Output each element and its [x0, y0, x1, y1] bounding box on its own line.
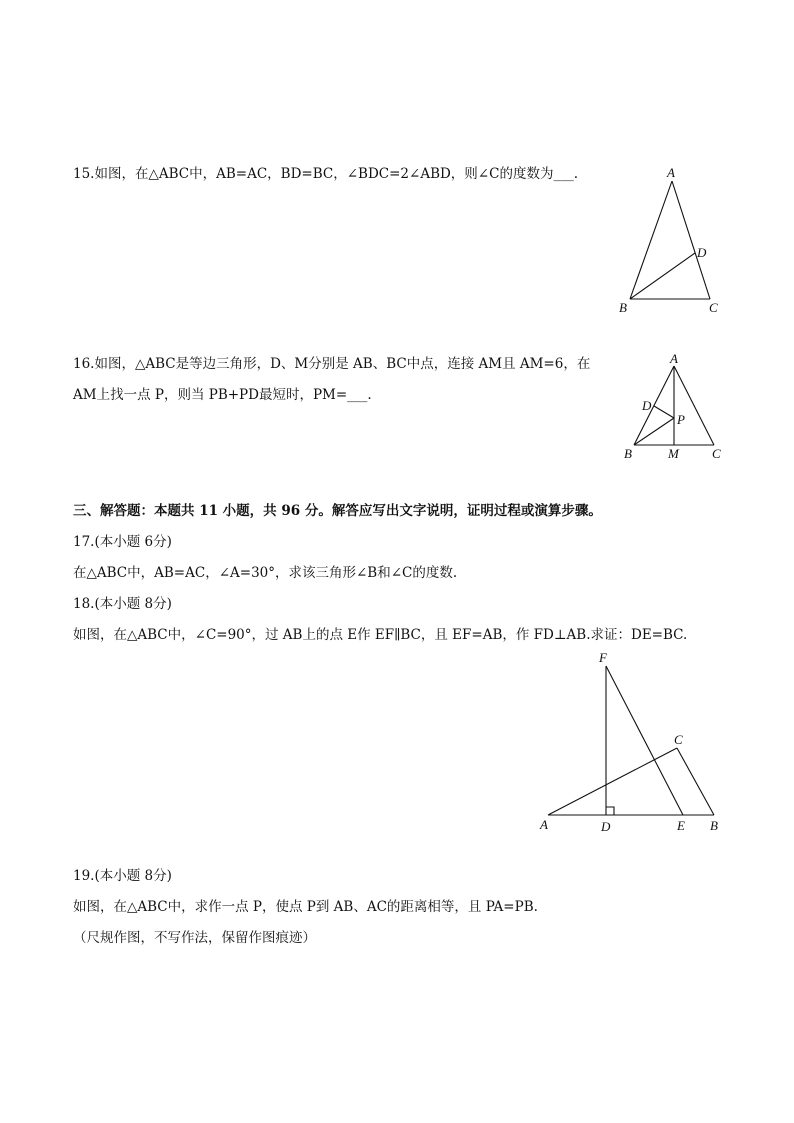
- q18-label-e: E: [677, 818, 685, 833]
- q16-label-m: M: [668, 446, 679, 461]
- q15-label-a: A: [667, 165, 675, 180]
- q16-label-c: C: [712, 446, 721, 461]
- q18-label-c: C: [674, 732, 683, 747]
- q16-figure: [618, 352, 728, 464]
- section3-heading: 三、解答题：本题共 11 小题，共 96 分。解答应写出文字说明，证明过程或演算步骤。: [73, 503, 602, 519]
- q15-text: 15.如图，在△ABC中，AB=AC，BD=BC，∠BDC=2∠ABD，则∠C的度数为___.: [73, 166, 578, 182]
- q18-segment-ac: [548, 748, 677, 815]
- q16-label-b: B: [624, 446, 632, 461]
- q16-label-p: P: [677, 412, 685, 427]
- q18-header: 18.(本小题 8分): [73, 596, 172, 612]
- q18-segment-cb: [677, 748, 714, 815]
- q15-segment-bd: [630, 253, 695, 299]
- q19-note: （尺规作图，不写作法，保留作图痕迹）: [73, 930, 316, 946]
- q15-label-b: B: [619, 300, 627, 315]
- q16-label-a: A: [670, 352, 678, 366]
- q16-line2: AM上找一点 P，则当 PB+PD最短时，PM=___.: [73, 387, 372, 403]
- q18-right-angle-mark: [606, 807, 614, 815]
- q16-side-ab: [634, 366, 674, 445]
- q18-segment-fe: [606, 666, 683, 815]
- q19-header: 19.(本小题 8分): [73, 868, 172, 884]
- q18-label-a: A: [540, 817, 548, 832]
- q18-label-f: F: [599, 650, 607, 665]
- q15-side-ab: [630, 181, 672, 299]
- q17-text: 在△ABC中，AB=AC，∠A=30°，求该三角形∠B和∠C的度数.: [73, 565, 458, 581]
- q15-side-ac: [672, 181, 710, 299]
- q17-header: 17.(本小题 6分): [73, 534, 172, 550]
- q18-text: 如图，在△ABC中，∠C=90°，过 AB上的点 E作 EF∥BC，且 EF=AB，作 FD⊥AB.求证：DE=BC.: [73, 627, 688, 643]
- q15-label-c: C: [709, 300, 718, 315]
- q18-label-b: B: [710, 818, 718, 833]
- q16-line1: 16.如图，△ABC是等边三角形，D、M分别是 AB、BC中点，连接 AM且 AM=6，在: [73, 356, 591, 372]
- q15-label-d: D: [697, 245, 707, 260]
- q18-figure: [536, 648, 736, 838]
- q16-segment-pd: [654, 406, 674, 418]
- q16-label-d: D: [642, 398, 652, 413]
- q18-label-d: D: [601, 819, 611, 834]
- q16-segment-pb: [634, 418, 674, 445]
- q15-figure: [610, 163, 730, 318]
- q19-text: 如图，在△ABC中，求作一点 P，使点 P到 AB、AC的距离相等，且 PA=PB.: [73, 899, 538, 915]
- q16-side-ac: [674, 366, 714, 445]
